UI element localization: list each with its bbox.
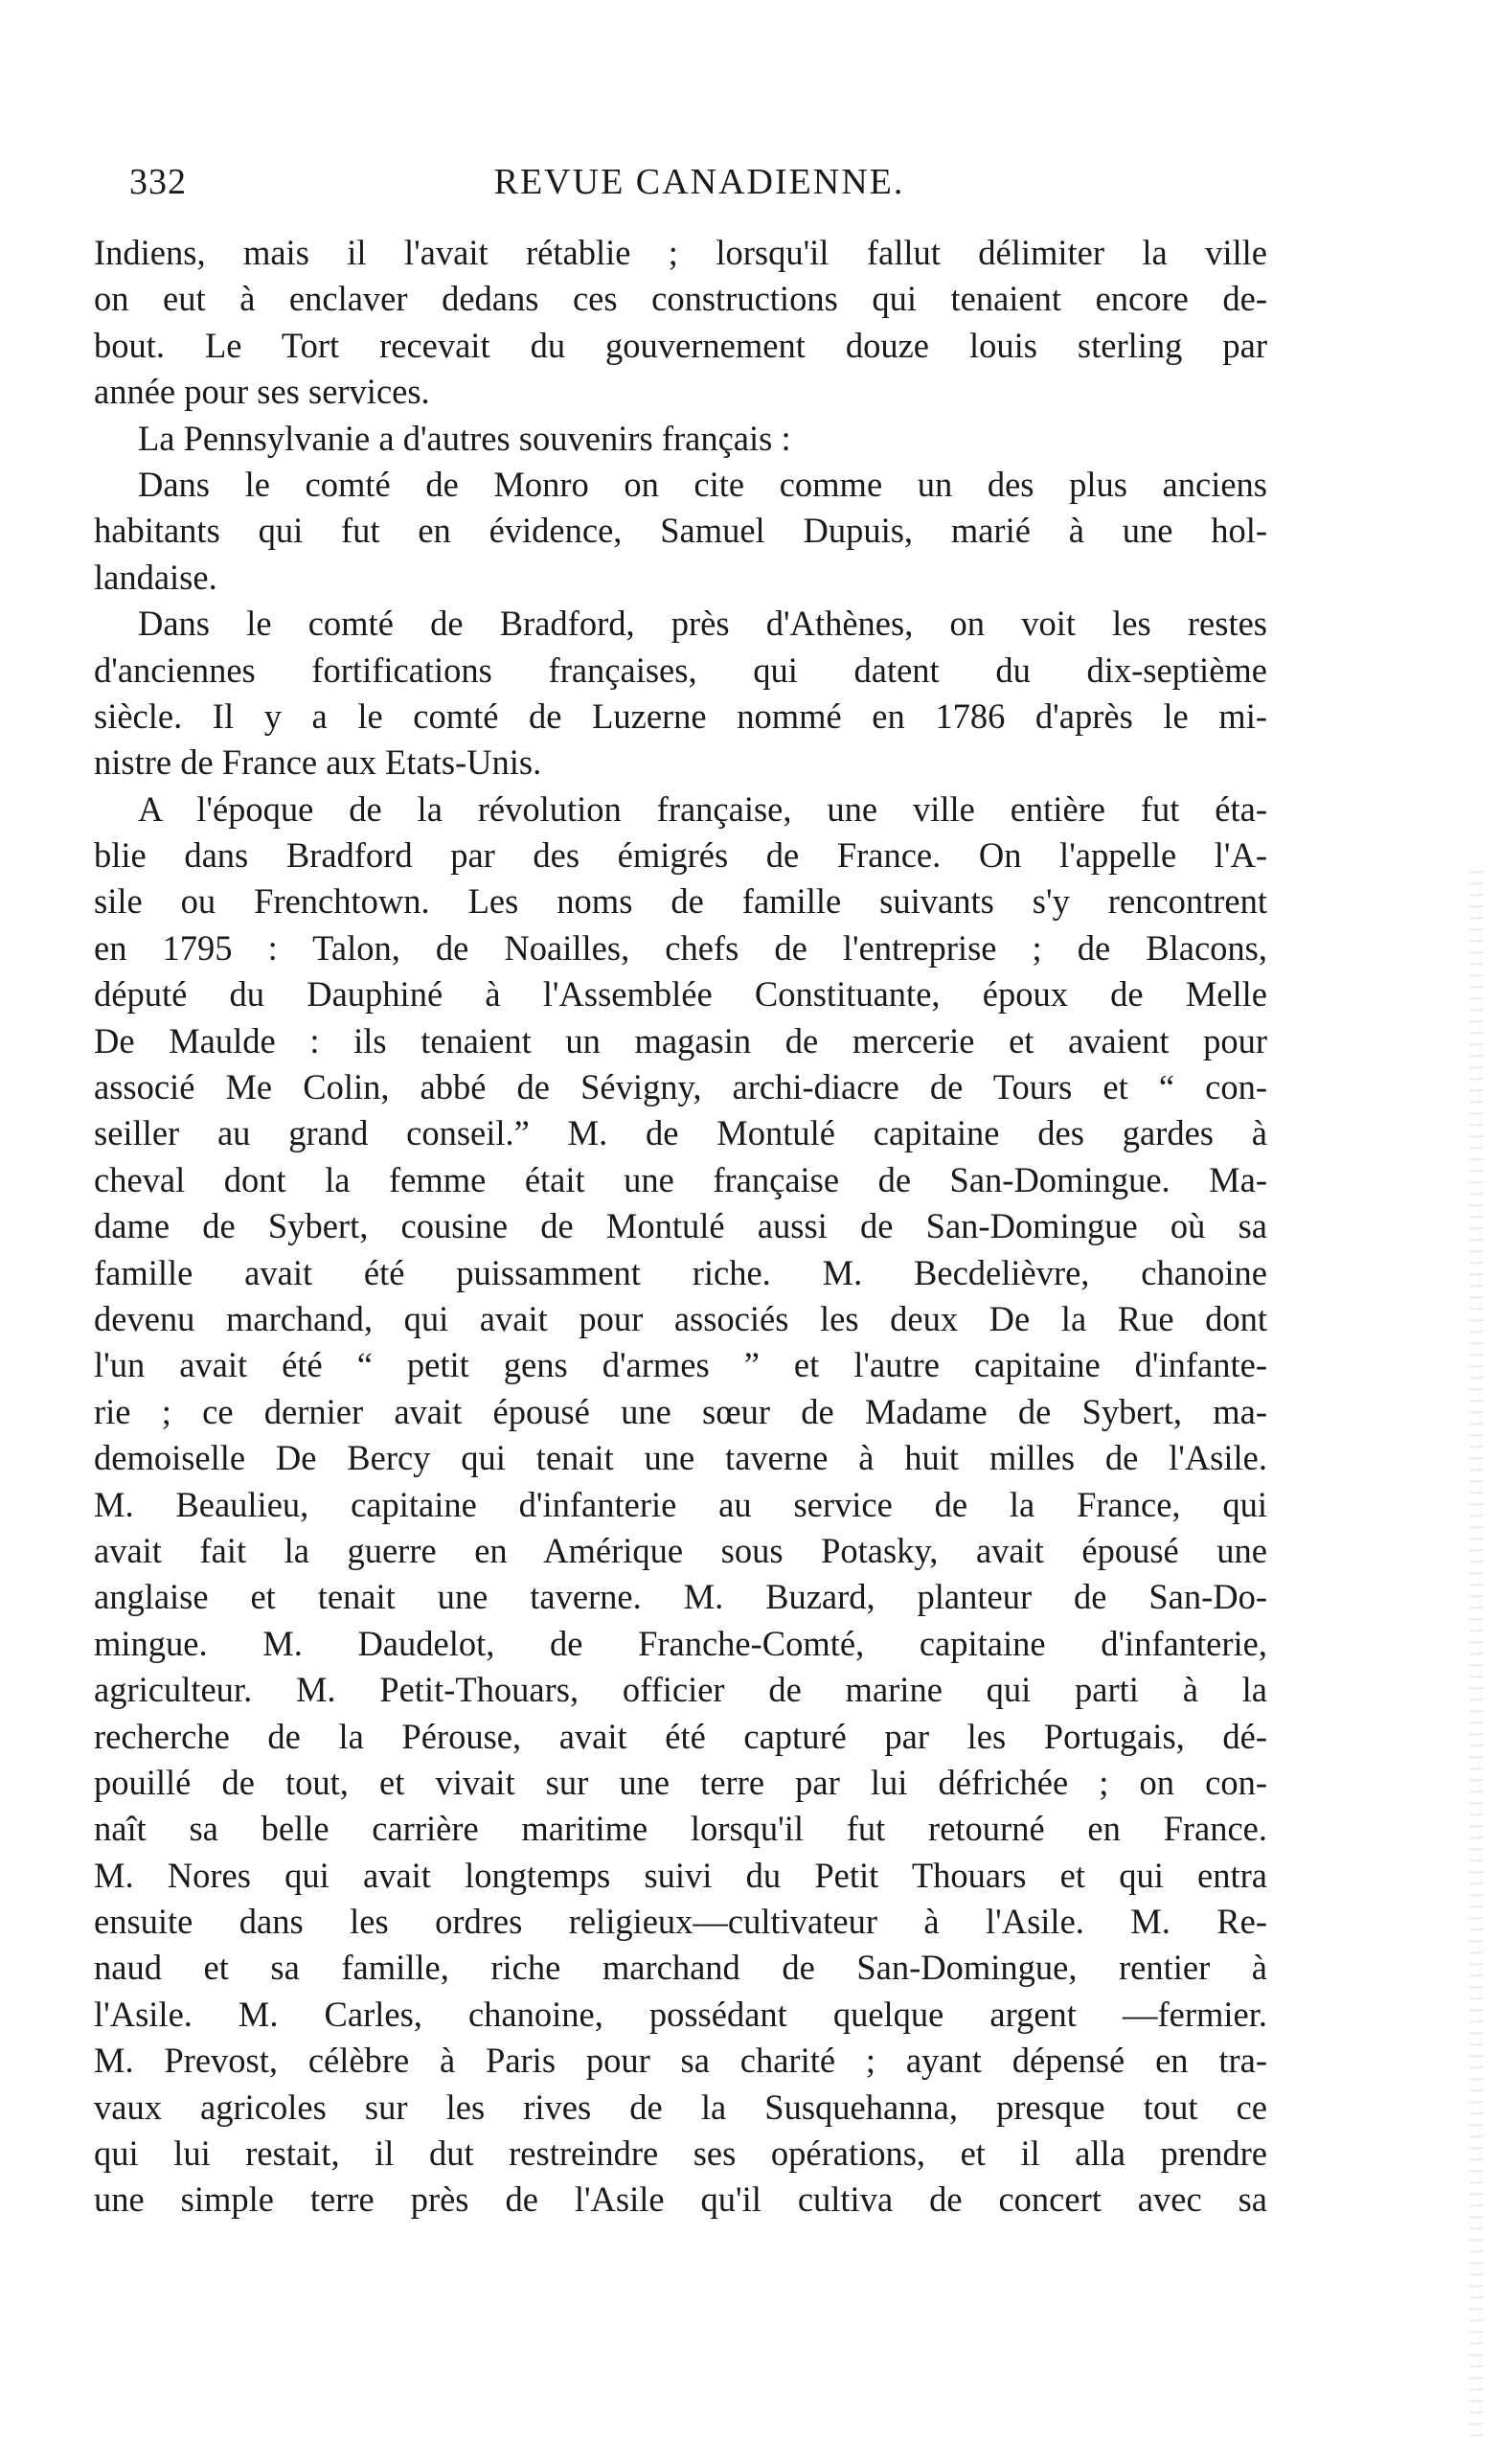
text-line: avait fait la guerre en Amérique sous Potasky, avait épousé une [94,1530,1267,1570]
text-line: siècle. Il y a le comté de Luzerne nommé en 1786 d'après le mi- [94,696,1267,736]
text-line: dame de Sybert, cousine de Montulé aussi de San-Domingue où sa [94,1206,1267,1246]
text-line: seiller au grand conseil.” M. de Montulé capitaine des gardes à [94,1113,1267,1153]
scan-edge-marks [1469,862,1483,2443]
text-line: Dans le comté de Monro on cite comme un des plus anciens [138,464,1267,504]
text-line: on eut à enclaver dedans ces constructions qui tenaient encore de- [94,279,1267,319]
text-line: M. Prevost, célèbre à Paris pour sa charité ; ayant dépensé en tra- [94,2041,1267,2081]
text-line: La Pennsylvanie a d'autres souvenirs français : [138,418,791,458]
text-line: bout. Le Tort recevait du gouvernement douze louis sterling par [94,325,1267,365]
text-line: M. Beaulieu, capitaine d'infanterie au service de la France, qui [94,1484,1267,1524]
text-line: sile ou Frenchtown. Les noms de famille suivants s'y rencontrent [94,881,1267,922]
text-line: l'un avait été “ petit gens d'armes ” et l'autre capitaine d'infante- [94,1345,1267,1385]
text-line: A l'époque de la révolution française, une ville entière fut éta- [138,788,1267,829]
text-line: landaise. [94,557,217,597]
text-line: Dans le comté de Bradford, près d'Athènes, on voit les restes [138,604,1267,644]
text-line: M. Nores qui avait longtemps suivi du Petit Thouars et qui entra [94,1855,1267,1895]
text-line: agriculteur. M. Petit-Thouars, officier de marine qui parti à la [94,1670,1267,1710]
text-line: d'anciennes fortifications françaises, qui datent du dix-septième [94,650,1267,690]
text-line: mingue. M. Daudelot, de Franche-Comté, capitaine d'infanterie, [94,1623,1267,1663]
text-line: nistre de France aux Etats-Unis. [94,742,542,783]
text-line: Indiens, mais il l'avait rétablie ; lorsqu'il fallut délimiter la ville [94,233,1267,272]
text-line: ensuite dans les ordres religieux—cultivateur à l'Asile. M. Re- [94,1902,1267,1942]
text-line: l'Asile. M. Carles, chanoine, possédant quelque argent —fermier. [94,1994,1267,2034]
text-line: associé Me Colin, abbé de Sévigny, archi-diacre de Tours et “ con- [94,1067,1267,1107]
text-line: naud et sa famille, riche marchand de San-Domingue, rentier à [94,1948,1267,1988]
running-title: REVUE CANADIENNE. [493,162,905,202]
text-line: anglaise et tenait une taverne. M. Buzard, planteur de San-Do- [94,1577,1267,1617]
text-line: en 1795 : Talon, de Noailles, chefs de l'entreprise ; de Blacons, [94,927,1267,968]
text-line: cheval dont la femme était une française de San-Domingue. Ma- [94,1159,1267,1199]
text-line: demoiselle De Bercy qui tenait une taverne à huit milles de l'Asile. [94,1438,1267,1478]
text-line: année pour ses services. [94,372,430,412]
page-header [129,161,1269,218]
text-line: naît sa belle carrière maritime lorsqu'il fut retourné en France. [94,1809,1267,1849]
text-line: une simple terre près de l'Asile qu'il cultiva de concert avec sa [94,2179,1267,2220]
text-line: habitants qui fut en évidence, Samuel Dupuis, marié à une hol- [94,511,1267,551]
text-line: rie ; ce dernier avait épousé une sœur de Madame de Sybert, ma- [94,1391,1267,1431]
page-number: 332 [129,162,187,202]
text-line: blie dans Bradford par des émigrés de France. On l'appelle l'A- [94,835,1267,876]
text-line: De Maulde : ils tenaient un magasin de mercerie et avaient pour [94,1020,1267,1061]
text-line: pouillé de tout, et vivait sur une terre par lui défrichée ; on con- [94,1762,1267,1802]
text-line: recherche de la Pérouse, avait été capturé par les Portugais, dé- [94,1716,1267,1756]
text-line: vaux agricoles sur les rives de la Susquehanna, presque tout ce [94,2087,1267,2127]
text-line: député du Dauphiné à l'Assemblée Constituante, époux de Melle [94,974,1267,1015]
body-text [94,230,1267,2224]
text-line: devenu marchand, qui avait pour associés les deux De la Rue dont [94,1298,1267,1338]
text-line: qui lui restait, il dut restreindre ses opérations, et il alla prendre [94,2133,1267,2174]
text-line: famille avait été puissamment riche. M. Becdelièvre, chanoine [94,1252,1267,1292]
